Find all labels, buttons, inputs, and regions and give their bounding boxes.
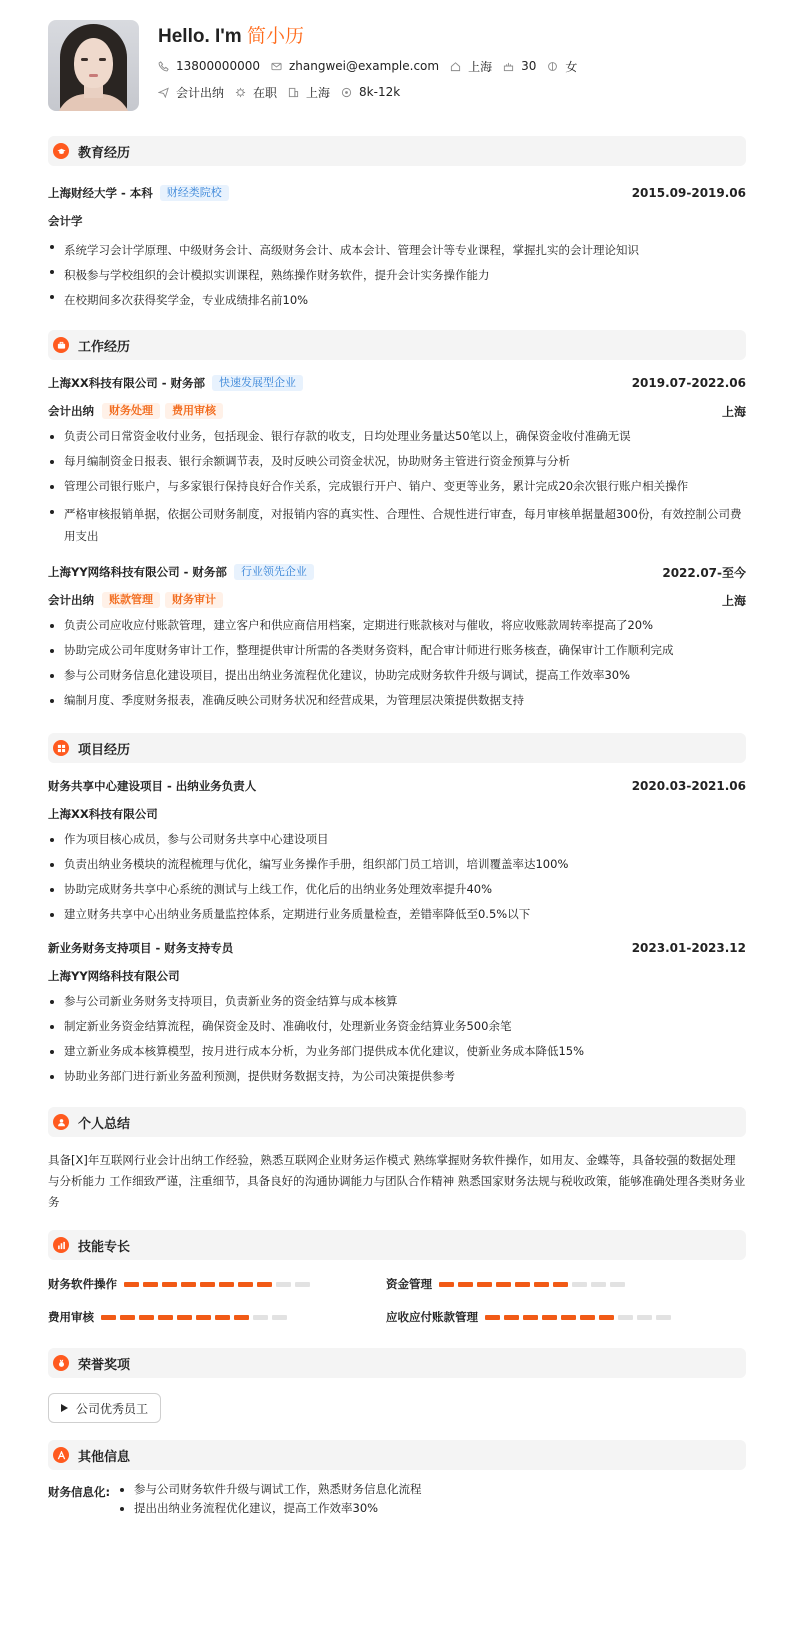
list-item: 制定新业务资金结算流程，确保资金及时、准确收付，处理新业务资金结算业务500余笔 (48, 1018, 746, 1035)
other-section-title: 其他信息 (78, 1449, 131, 1465)
mail-icon (271, 61, 282, 72)
skill-bar-filled (504, 1315, 519, 1320)
medal-icon (53, 1355, 69, 1371)
intention-row (158, 84, 588, 100)
honors-section-header (48, 1348, 746, 1378)
briefcase-icon (53, 337, 69, 353)
gender-icon (547, 61, 558, 72)
skill-name: 费用审核 (48, 1310, 94, 1324)
project-name: 新业务财务支持项目 - 财务支持专员 (48, 941, 234, 955)
summary-section-title: 个人总结 (78, 1116, 131, 1132)
skill-bar-filled (200, 1282, 215, 1287)
list-item: 编制月度、季度财务报表，准确反映公司财务状况和经营成果，为管理层决策提供数据支持 (48, 692, 746, 709)
list-item: 管理公司银行账户，与多家银行保持良好合作关系，完成银行开户、销户、变更等业务，累计完成20余次银行账户相关操作 (48, 478, 746, 495)
skill-bar-empty (272, 1315, 287, 1320)
skill-bar-filled (101, 1315, 116, 1320)
work-city: 上海 (721, 593, 746, 608)
list-item: 参与公司财务软件升级与调试工作，熟悉财务信息化流程 (118, 1481, 422, 1498)
project-name: 财务共享中心建设项目 - 出纳业务负责人 (48, 779, 257, 793)
city-text: 上海 (468, 59, 493, 74)
project-bullets (48, 993, 746, 1085)
triangle-right-icon (61, 1404, 68, 1412)
skill-bar-filled (515, 1282, 530, 1287)
skill-bar-filled (458, 1282, 473, 1287)
money-icon (341, 87, 352, 98)
company-tag: 快速发展型企业 (212, 375, 303, 391)
school-tag: 财经类院校 (160, 185, 229, 201)
skill-bar-filled (181, 1282, 196, 1287)
work-date: 2022.07-至今 (662, 565, 746, 580)
work-entry-1 (48, 374, 746, 547)
skill-level-bar (124, 1282, 314, 1287)
greeting-title (158, 21, 588, 47)
list-item: 积极参与学校组织的会计模拟实训课程，熟练操作财务软件，提升会计实务操作能力 (48, 263, 746, 288)
work-bullets (48, 428, 746, 547)
skill-bar-filled (238, 1282, 253, 1287)
skill-tag: 财务审计 (165, 592, 223, 608)
work-city: 上海 (721, 404, 746, 419)
gender-text: 女 (565, 59, 578, 74)
list-item: 建立新业务成本核算模型，按月进行成本分析，为业务部门提供成本优化建议，使新业务成本降低15% (48, 1043, 746, 1060)
work-bullets (48, 617, 746, 709)
list-item: 协助完成公司年度财务审计工作，整理提供审计所需的各类财务资料，配合审计师进行账务核查，确保审计工作顺利完成 (48, 642, 746, 659)
project-company: 上海XX科技有限公司 (48, 807, 158, 821)
skill-tag: 费用审核 (165, 403, 223, 419)
projects-section-title: 项目经历 (78, 742, 131, 758)
list-item: 系统学习会计学原理、中级财务会计、高级财务会计、成本会计、管理会计等专业课程，掌握扎实的会计理论知识 (48, 238, 746, 263)
skill-item (386, 1275, 716, 1293)
company-name: 上海YY网络科技有限公司 - 财务部 (48, 565, 227, 579)
skill-bar-filled (485, 1315, 500, 1320)
honors-section-title: 荣誉奖项 (78, 1357, 131, 1373)
list-item: 严格审核报销单据，依据公司财务制度，对报销内容的真实性、合理性、合规性进行审查，每月审核单据量超300份，有效控制公司费用支出 (48, 503, 746, 547)
age-text: 30 (521, 59, 537, 73)
list-item: 负责出纳业务模块的流程梳理与优化，编写业务操作手册，组织部门员工培训，培训覆盖率达100% (48, 856, 746, 873)
project-entry-1 (48, 777, 746, 923)
company-tag: 行业领先企业 (234, 564, 314, 580)
candidate-name: 简小历 (246, 25, 304, 47)
other-section-header (48, 1440, 746, 1470)
skill-level-bar (101, 1315, 291, 1320)
project-company: 上海YY网络科技有限公司 (48, 969, 180, 983)
skill-level-bar (439, 1282, 629, 1287)
major-name: 会计学 (48, 214, 83, 228)
cake-icon (503, 61, 514, 72)
education-entry-header (48, 184, 746, 202)
skill-tag: 账款管理 (102, 592, 160, 608)
skill-bar-filled (599, 1315, 614, 1320)
skill-bar-filled (496, 1282, 511, 1287)
list-item: 参与公司新业务财务支持项目，负责新业务的资金结算与成本核算 (48, 993, 746, 1010)
skill-bar-filled (162, 1282, 177, 1287)
other-label: 财务信息化: (48, 1485, 111, 1499)
summary-text: 具备[X]年互联网行业会计出纳工作经验，熟悉互联网企业财务运作模式 熟练掌握财务软件操作，如用友、金蝶等，具备较强的数据处理与分析能力 工作细致严谨，注重细节，具备良好的沟通协调能力与团队合作精神 熟悉国家财务法规与税收政策，能够准确处理各类财务业务 (48, 1153, 746, 1209)
work-entry-2 (48, 563, 746, 709)
school-name: 上海财经大学 - 本科 (48, 186, 153, 200)
bar-chart-icon (53, 1237, 69, 1253)
skill-bar-filled (139, 1315, 154, 1320)
job-title-text: 会计出纳 (176, 85, 225, 100)
person-icon (53, 1114, 69, 1130)
work-section-title: 工作经历 (78, 339, 131, 355)
building-icon (288, 87, 299, 98)
company-name: 上海XX科技有限公司 - 财务部 (48, 376, 206, 390)
skill-level-bar (485, 1315, 675, 1320)
skill-bar-filled (257, 1282, 272, 1287)
skill-bar-filled (534, 1282, 549, 1287)
status-text: 在职 (253, 85, 278, 100)
skill-bar-empty (253, 1315, 268, 1320)
target-city-text: 上海 (306, 85, 331, 100)
skill-bar-filled (561, 1315, 576, 1320)
skill-item (386, 1308, 716, 1326)
skill-bar-filled (158, 1315, 173, 1320)
skill-bar-empty (637, 1315, 652, 1320)
skill-bar-filled (523, 1315, 538, 1320)
work-section-header (48, 330, 746, 360)
font-icon (53, 1447, 69, 1463)
honor-item[interactable] (48, 1393, 161, 1423)
phone-icon (158, 61, 169, 72)
skill-bar-empty (591, 1282, 606, 1287)
project-bullets (48, 831, 746, 923)
status-icon (235, 87, 246, 98)
resume-header (48, 0, 746, 136)
skill-bar-filled (124, 1282, 139, 1287)
skill-bar-empty (610, 1282, 625, 1287)
list-item: 参与公司财务信息化建设项目，提出出纳业务流程优化建议，协助完成财务软件升级与调试，提高工作效率30% (48, 667, 746, 684)
other-list (118, 1481, 422, 1517)
project-entry-2 (48, 939, 746, 1085)
list-item: 协助业务部门进行新业务盈利预测，提供财务数据支持，为公司决策提供参考 (48, 1068, 746, 1085)
skill-bar-filled (580, 1315, 595, 1320)
skill-tag: 财务处理 (102, 403, 160, 419)
skill-bar-empty (295, 1282, 310, 1287)
skill-bar-filled (143, 1282, 158, 1287)
list-item: 作为项目核心成员，参与公司财务共享中心建设项目 (48, 831, 746, 848)
skill-bar-filled (196, 1315, 211, 1320)
skill-bar-filled (439, 1282, 454, 1287)
role-name: 会计出纳 (48, 404, 94, 418)
education-date: 2015.09-2019.06 (631, 186, 746, 200)
skill-name: 应收应付账款管理 (386, 1310, 478, 1324)
project-date: 2020.03-2021.06 (631, 779, 746, 793)
list-item: 负责公司日常资金收付业务，包括现金、银行存款的收支，日均处理业务量达50笔以上，确保资金收付准确无误 (48, 428, 746, 445)
project-date: 2023.01-2023.12 (631, 941, 746, 955)
contact-row (158, 58, 588, 74)
skill-name: 财务软件操作 (48, 1277, 117, 1291)
avatar (48, 20, 139, 111)
projects-section-header (48, 733, 746, 763)
skill-bar-empty (618, 1315, 633, 1320)
graduation-cap-icon (53, 143, 69, 159)
role-name: 会计出纳 (48, 593, 94, 607)
skill-bar-empty (572, 1282, 587, 1287)
work-date: 2019.07-2022.06 (631, 376, 746, 390)
salary-text: 8k-12k (359, 85, 401, 99)
send-icon (158, 87, 169, 98)
skill-bar-filled (234, 1315, 249, 1320)
skill-bar-filled (215, 1315, 230, 1320)
skill-bar-empty (276, 1282, 291, 1287)
skill-name: 资金管理 (386, 1277, 432, 1291)
basic-info (158, 20, 588, 136)
summary-section-header (48, 1107, 746, 1137)
honor-label: 公司优秀员工 (76, 1401, 149, 1416)
education-section-title: 教育经历 (78, 145, 131, 161)
skill-bar-filled (177, 1315, 192, 1320)
skill-bar-filled (542, 1315, 557, 1320)
skill-bar-filled (477, 1282, 492, 1287)
skill-item (48, 1308, 386, 1326)
skill-bar-filled (120, 1315, 135, 1320)
grid-icon (53, 740, 69, 756)
skill-bar-filled (553, 1282, 568, 1287)
skills-section-title: 技能专长 (78, 1239, 131, 1255)
other-info (48, 1481, 746, 1517)
skill-bar-filled (219, 1282, 234, 1287)
home-icon (450, 61, 461, 72)
skills-section-header (48, 1230, 746, 1260)
list-item: 协助完成财务共享中心系统的测试与上线工作，优化后的出纳业务处理效率提升40% (48, 881, 746, 898)
list-item: 每月编制资金日报表、银行余额调节表，及时反映公司资金状况，协助财务主管进行资金预算与分析 (48, 453, 746, 470)
skill-bar-empty (656, 1315, 671, 1320)
skills-grid (48, 1275, 746, 1326)
email-text: zhangwei@example.com (288, 59, 440, 73)
list-item: 负责公司应收应付账款管理，建立客户和供应商信用档案，定期进行账款核对与催收，将应收账款周转率提高了20% (48, 617, 746, 634)
list-item: 建立财务共享中心出纳业务质量监控体系，定期进行业务质量检查，差错率降低至0.5%以下 (48, 906, 746, 923)
education-section-header (48, 136, 746, 166)
list-item: 提出出纳业务流程优化建议，提高工作效率30% (118, 1500, 422, 1517)
education-bullets (48, 238, 746, 313)
phone-text: 13800000000 (176, 59, 260, 73)
skill-item (48, 1275, 386, 1293)
greeting-text: Hello. I'm (158, 26, 242, 47)
list-item: 在校期间多次获得奖学金，专业成绩排名前10% (48, 288, 746, 313)
